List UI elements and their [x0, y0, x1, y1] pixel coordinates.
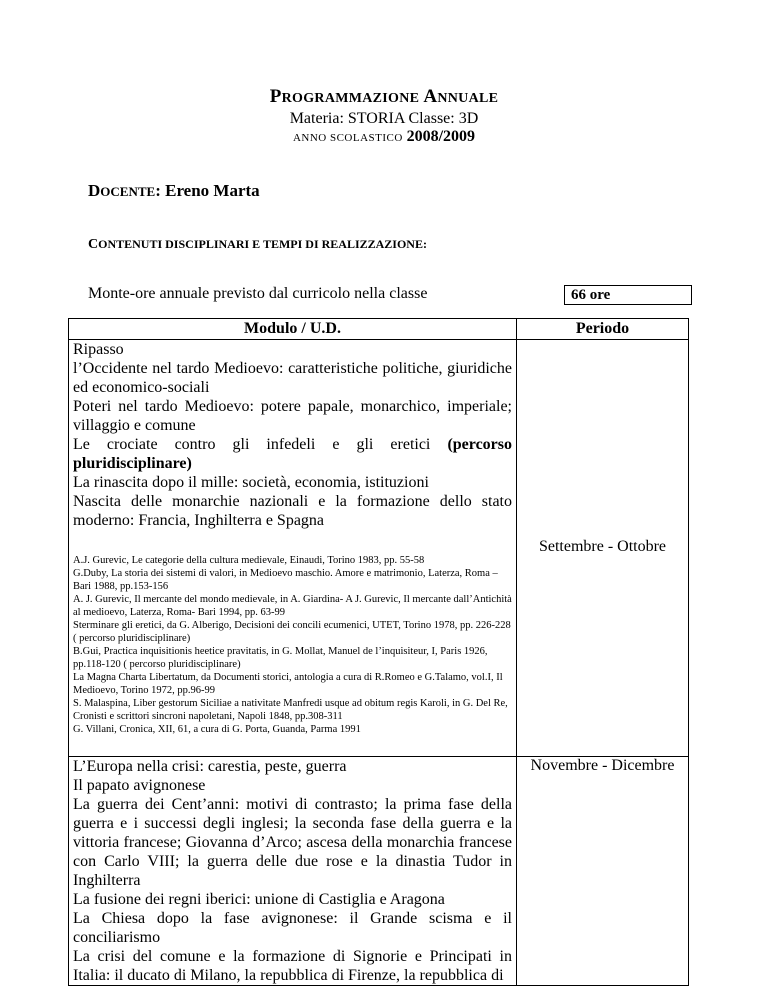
teacher-line: DOCENTE: Ereno Marta: [88, 181, 260, 200]
topic-item: L’Europa nella crisi: carestia, peste, guerra: [73, 758, 347, 775]
module-cell: [69, 757, 517, 986]
document-title: PROGRAMMAZIONE ANNUALE: [269, 86, 499, 107]
topic-item: l’Occidente nel tardo Medioevo: caratteristiche politiche, giuridiche ed economico-sociali: [73, 360, 512, 396]
topic-item: La crisi del comune e la formazione di Signorie e Principati in Italia: il ducato di Milano, la repubblica di Firenze, la repubblica di: [73, 948, 512, 984]
bibliography-item: A. J. Gurevic, Il mercante del mondo medievale, in A. Giardina- A J. Gurevic, Il mercante dall’Antichità al medioevo, Laterza, Roma- Bari 1994, pp. 63-99: [73, 594, 512, 618]
column-header-periodo: Periodo: [517, 319, 689, 340]
school-year: ANNO SCOLASTICO 2008/2009: [292, 128, 476, 145]
topics-list: [73, 757, 512, 985]
column-header-modulo: Modulo / U.D.: [69, 319, 517, 340]
topic-item: Poteri nel tardo Medioevo: potere papale, monarchico, imperiale; villaggio e comune: [73, 398, 512, 434]
bibliography-item: Sterminare gli eretici, da G. Alberigo, Decisioni dei concili ecumenici, UTET, Torino 1978, pp. 226-228 ( percorso pluridisciplinare): [73, 620, 511, 644]
topics-list: [73, 340, 512, 530]
topic-item: La guerra dei Cent’anni: motivi di contrasto; la prima fase della guerra e i successi degli inglesi; la seconda fase della guerra e la vittoria francese; Giovanna d’Arco; ascesa della monarchia francese con Carlo VIII; la guerra delle due rose e la dinastia Tudor in Inghilterra: [73, 796, 512, 889]
topic-item: Il papato avignonese: [73, 777, 206, 794]
period-cell: Novembre - Dicembre: [517, 757, 689, 986]
bibliography-item: A.J. Gurevic, Le categorie della cultura medievale, Einaudi, Torino 1983, pp. 55-58: [73, 555, 425, 566]
module-cell: [69, 340, 517, 757]
topic-item: Ripasso: [73, 341, 124, 358]
monte-ore-label: Monte-ore annuale previsto dal curricolo nella classe: [88, 285, 428, 302]
period-cell: Settembre - Ottobre: [517, 340, 689, 757]
topic-item: La fusione dei regni iberici: unione di Castiglia e Aragona: [73, 891, 445, 908]
topic-item: La Chiesa dopo la fase avignonese: il Grande scisma e il conciliarismo: [73, 910, 512, 946]
topic-item: Le crociate contro gli infedeli e gli eretici (percorso pluridisciplinare): [73, 436, 513, 472]
bibliography-item: G.Duby, La storia dei sistemi di valori, in Medioevo maschio. Amore e matrimonio, Laterza, Roma – Bari 1988, pp.153-156: [73, 568, 498, 592]
bibliography-item: G. Villani, Cronica, XII, 61, a cura di G. Porta, Guanda, Parma 1991: [73, 724, 361, 735]
bibliography-item: La Magna Charta Libertatum, da Documenti storici, antologia a cura di R.Romeo e G.Talamo, vol.I, Il Medioevo, Torino 1972, pp.96-99: [73, 672, 503, 696]
table-header-row: [69, 319, 689, 340]
section-heading: CONTENUTI DISCIPLINARI E TEMPI DI REALIZZAZIONE:: [88, 237, 427, 252]
bibliography-item: B.Gui, Practica inquisitionis heetice pravitatis, in G. Mollat, Manuel de l’inquisiteur, I, Paris 1926, pp.118-120 ( percorso pluridisciplinare): [73, 646, 488, 670]
subject-class: Materia: STORIA Classe: 3D: [289, 110, 479, 127]
bibliography-item: S. Malaspina, Liber gestorum Siciliae a nativitate Manfredi usque ad obitum regis Karoli, in G. Del Re, Cronisti e scrittori sincroni napoletani, Napoli 1848, pp.308-311: [73, 698, 508, 722]
bibliography-list: [73, 554, 512, 736]
table-row: [69, 757, 689, 986]
topic-item: La rinascita dopo il mille: società, economia, istituzioni: [73, 474, 429, 491]
topic-item: Nascita delle monarchie nazionali e la formazione dello stato moderno: Francia, Inghilterra e Spagna: [73, 493, 512, 529]
program-table: [68, 318, 689, 986]
monte-ore-value: 66 ore: [564, 285, 692, 305]
table-row: [69, 340, 689, 757]
